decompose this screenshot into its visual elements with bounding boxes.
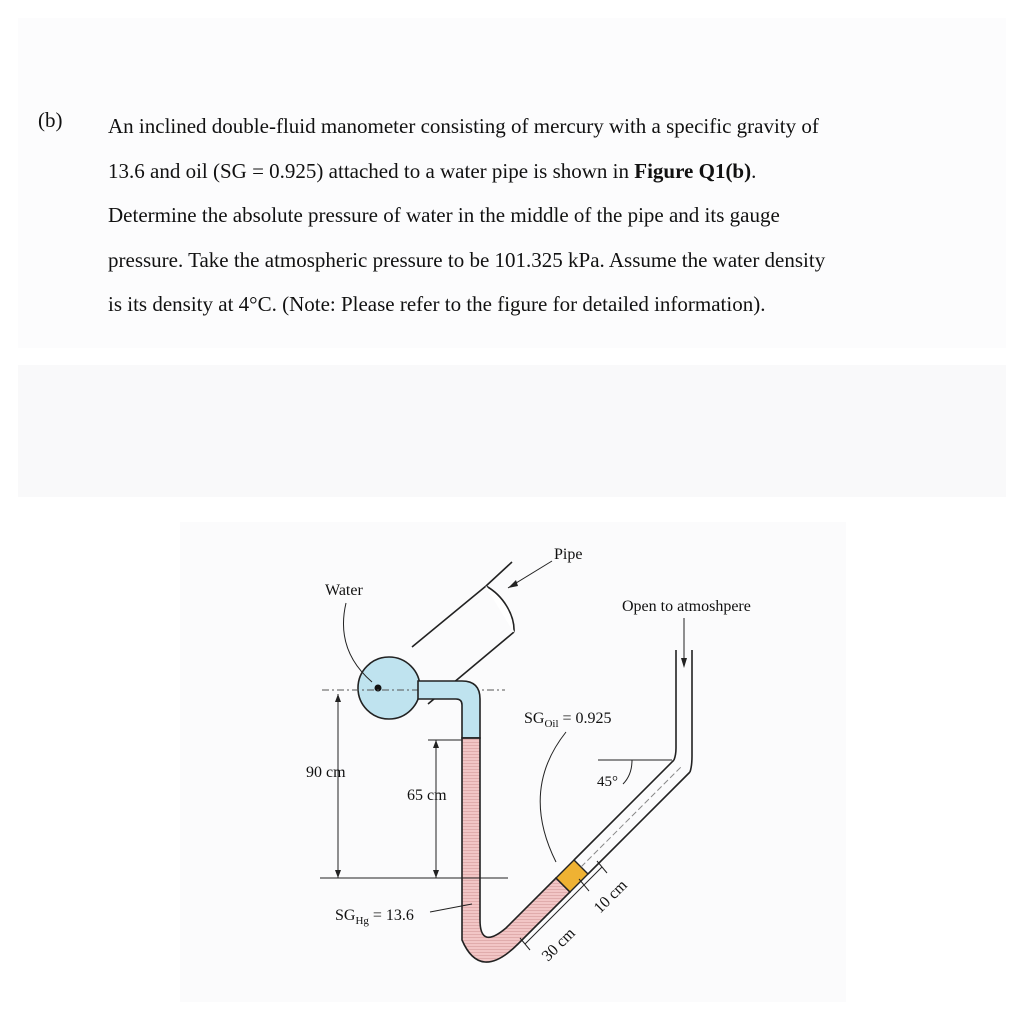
pipe-top-edge: [486, 562, 512, 586]
water-connector: [418, 681, 480, 738]
dim-90-arrow-top: [335, 694, 341, 702]
mercury-sg-subscript: Hg: [355, 915, 369, 927]
angle-arc: [623, 760, 632, 784]
open-to-atmosphere-label: Open to atmoshpere: [622, 598, 751, 615]
dim-10-label: 10 cm: [590, 876, 631, 917]
oil-sg-value: = 0.925: [558, 710, 612, 727]
dim-30-label: 30 cm: [538, 924, 579, 965]
pipe-leader-arrowhead: [508, 580, 518, 588]
figure-reference: Figure Q1(b): [634, 158, 752, 183]
incline-tube-centerline: [581, 767, 681, 867]
mercury-sg-value: = 13.6: [368, 907, 414, 924]
question-label: (b): [38, 108, 63, 132]
question-line-2-end: .: [751, 158, 757, 183]
water-label: Water: [325, 582, 363, 599]
question-line-5: is its density at 4°C. (Note: Please refer to the figure for detailed information).: [108, 292, 766, 316]
dim-65-arrow-top: [433, 740, 439, 748]
dim-65-label: 65 cm: [407, 787, 447, 804]
oil-sg-subscript: Oil: [544, 718, 559, 730]
open-tube-left-wall: [674, 650, 676, 760]
atmosphere-arrowhead: [681, 658, 687, 668]
dim-90-label: 90 cm: [306, 764, 346, 781]
oil-sg-prefix: SG: [524, 710, 545, 727]
mercury-column: [462, 738, 570, 962]
incline-tube-lower-wall: [574, 760, 674, 860]
oil-sg-label: [524, 710, 612, 730]
pipe-cross-section: [358, 657, 420, 719]
question-line-4: pressure. Take the atmospheric pressure to be 101.325 kPa. Assume the water density: [108, 247, 826, 272]
question-line-2-start: 13.6 and oil (SG = 0.925) attached to a water pipe is shown in: [108, 158, 635, 183]
question-line-1: An inclined double-fluid manometer consisting of mercury with a specific gravity of: [108, 114, 819, 138]
open-tube-right-wall: [690, 650, 692, 772]
angle-label: 45°: [597, 774, 618, 790]
question-line-3: Determine the absolute pressure of water in the middle of the pipe and its gauge: [108, 203, 780, 227]
pipe-label: Pipe: [554, 546, 583, 563]
mercury-sg-prefix: SG: [335, 907, 356, 924]
dim-90-arrow-bottom: [335, 870, 341, 878]
mercury-sg-label: [335, 907, 414, 927]
dim-65-arrow-bottom: [433, 870, 439, 878]
oil-leader: [540, 732, 566, 862]
